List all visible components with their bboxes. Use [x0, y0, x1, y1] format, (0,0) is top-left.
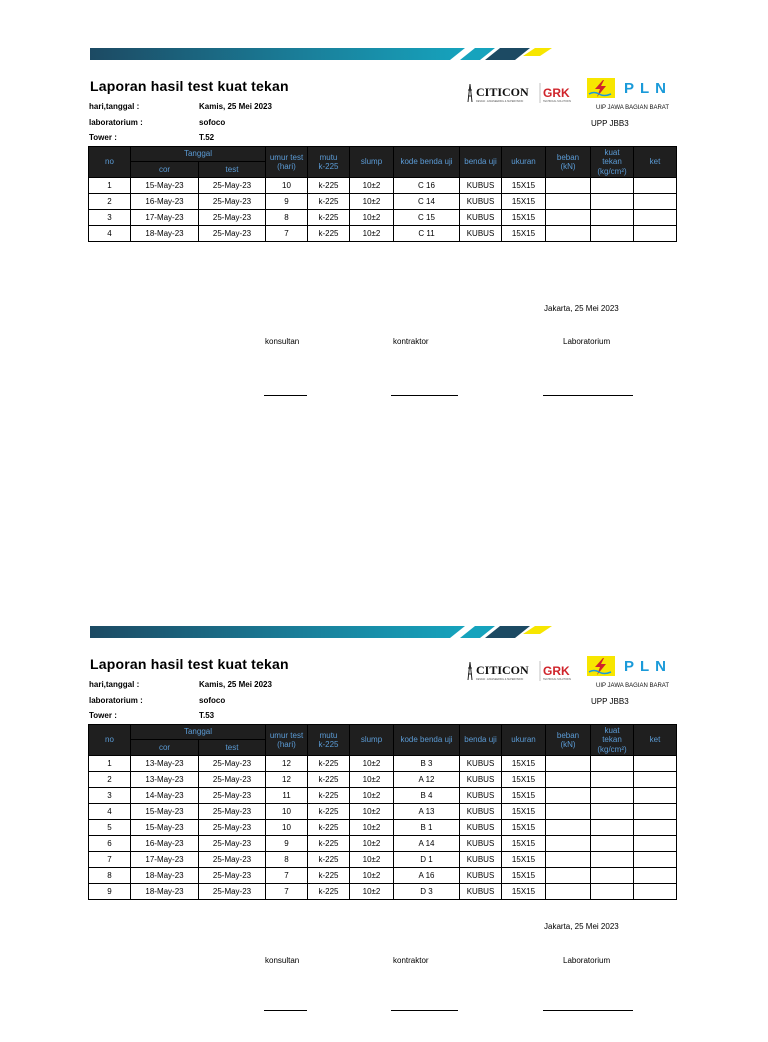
- cell-mutu: k-225: [308, 788, 350, 804]
- cell-test: 25-May-23: [199, 226, 266, 242]
- pln-logo: [586, 654, 678, 678]
- header-slump: slump: [350, 147, 394, 178]
- cell-benda: KUBUS: [460, 852, 502, 868]
- cell-ukuran: 15X15: [502, 772, 546, 788]
- cell-no: 6: [89, 836, 131, 852]
- pln-logo-text: PLN: [624, 80, 672, 97]
- cell-kuat: [591, 884, 634, 900]
- report-2: [0, 622, 768, 1042]
- cell-ukuran: 15X15: [502, 210, 546, 226]
- table-row: [89, 884, 677, 900]
- signature-line-laboratorium: [543, 395, 633, 396]
- cell-no: 4: [89, 804, 131, 820]
- cell-mutu: k-225: [308, 772, 350, 788]
- cell-no: 1: [89, 756, 131, 772]
- test-results-table: [88, 724, 677, 900]
- header-umur: umur test (hari): [266, 147, 308, 178]
- pln-logo-text: PLN: [624, 658, 672, 675]
- cell-umur: 8: [266, 852, 308, 868]
- cell-beban: [546, 178, 591, 194]
- cell-kode: A 13: [394, 804, 460, 820]
- cell-cor: 18-May-23: [131, 226, 199, 242]
- cell-slump: 10±2: [350, 868, 394, 884]
- cell-cor: 15-May-23: [131, 178, 199, 194]
- pln-logo: [586, 76, 678, 100]
- cell-no: 1: [89, 178, 131, 194]
- table-row: [89, 178, 677, 194]
- cell-beban: [546, 210, 591, 226]
- cell-mutu: k-225: [308, 226, 350, 242]
- cell-ket: [634, 804, 677, 820]
- cell-no: 7: [89, 852, 131, 868]
- cell-slump: 10±2: [350, 788, 394, 804]
- cell-ket: [634, 868, 677, 884]
- tower-icon: [468, 84, 472, 102]
- test-results-table: [88, 146, 677, 242]
- cell-umur: 7: [266, 226, 308, 242]
- signature-line-kontraktor: [391, 395, 458, 396]
- cell-mutu: k-225: [308, 210, 350, 226]
- cell-mutu: k-225: [308, 884, 350, 900]
- cell-beban: [546, 836, 591, 852]
- cell-cor: 16-May-23: [131, 194, 199, 210]
- cell-slump: 10±2: [350, 852, 394, 868]
- cell-ket: [634, 788, 677, 804]
- cell-ukuran: 15X15: [502, 226, 546, 242]
- table-row: [89, 820, 677, 836]
- meta-label-tower: Tower :: [89, 711, 117, 720]
- cell-mutu: k-225: [308, 852, 350, 868]
- header-beban: beban (kN): [546, 147, 591, 178]
- cell-slump: 10±2: [350, 178, 394, 194]
- header-kuat: kuat tekan (kg/cm²): [591, 147, 634, 178]
- header-tanggal: Tanggal: [131, 147, 266, 162]
- table-row: [89, 868, 677, 884]
- cell-cor: 14-May-23: [131, 788, 199, 804]
- cell-umur: 10: [266, 178, 308, 194]
- cell-slump: 10±2: [350, 804, 394, 820]
- cell-ket: [634, 210, 677, 226]
- signature-line-konsultan: [264, 395, 307, 396]
- grk-logo-subtext: TECHNICAL SOLUTIONS: [543, 100, 571, 103]
- header-no: no: [89, 725, 131, 756]
- cell-ukuran: 15X15: [502, 178, 546, 194]
- cell-ukuran: 15X15: [502, 756, 546, 772]
- header-benda: benda uji: [460, 725, 502, 756]
- cell-ket: [634, 226, 677, 242]
- cell-kuat: [591, 852, 634, 868]
- table-row: [89, 804, 677, 820]
- cell-mutu: k-225: [308, 836, 350, 852]
- cell-beban: [546, 804, 591, 820]
- cell-no: 2: [89, 194, 131, 210]
- cell-umur: 8: [266, 210, 308, 226]
- cell-umur: 12: [266, 756, 308, 772]
- cell-kuat: [591, 194, 634, 210]
- header-kode: kode benda uji: [394, 725, 460, 756]
- table-row: [89, 756, 677, 772]
- header-benda: benda uji: [460, 147, 502, 178]
- cell-beban: [546, 820, 591, 836]
- signature-label-kontraktor: kontraktor: [393, 956, 429, 965]
- header-ket: ket: [634, 725, 677, 756]
- cell-benda: KUBUS: [460, 178, 502, 194]
- cell-beban: [546, 788, 591, 804]
- citicon-logo-subtext: DESIGN · ENGINEERING & SUPERVISION: [476, 678, 524, 681]
- cell-umur: 10: [266, 820, 308, 836]
- cell-test: 25-May-23: [199, 852, 266, 868]
- header-tanggal: Tanggal: [131, 725, 266, 740]
- cell-benda: KUBUS: [460, 226, 502, 242]
- cell-slump: 10±2: [350, 836, 394, 852]
- cell-mutu: k-225: [308, 804, 350, 820]
- footer-date: Jakarta, 25 Mei 2023: [544, 304, 619, 313]
- cell-kuat: [591, 788, 634, 804]
- cell-ukuran: 15X15: [502, 868, 546, 884]
- cell-ukuran: 15X15: [502, 804, 546, 820]
- citicon-logo-subtext: DESIGN · ENGINEERING & SUPERVISION: [476, 100, 524, 103]
- signature-label-kontraktor: kontraktor: [393, 337, 429, 346]
- report-title: Laporan hasil test kuat tekan: [90, 656, 289, 672]
- cell-test: 25-May-23: [199, 868, 266, 884]
- cell-cor: 17-May-23: [131, 210, 199, 226]
- cell-kuat: [591, 772, 634, 788]
- signature-label-laboratorium: Laboratorium: [563, 956, 611, 965]
- cell-benda: KUBUS: [460, 820, 502, 836]
- cell-test: 25-May-23: [199, 756, 266, 772]
- grk-logo-subtext: TECHNICAL SOLUTIONS: [543, 678, 571, 681]
- cell-ket: [634, 852, 677, 868]
- meta-value-tower: T.53: [199, 711, 215, 720]
- meta-label-date: hari,tanggal :: [89, 680, 140, 689]
- cell-benda: KUBUS: [460, 836, 502, 852]
- cell-kode: B 3: [394, 756, 460, 772]
- signature-line-konsultan: [264, 1010, 307, 1011]
- cell-slump: 10±2: [350, 820, 394, 836]
- cell-kuat: [591, 756, 634, 772]
- table-row: [89, 210, 677, 226]
- cell-cor: 16-May-23: [131, 836, 199, 852]
- signature-line-kontraktor: [391, 1010, 458, 1011]
- cell-benda: KUBUS: [460, 756, 502, 772]
- citicon-grk-logo: [466, 82, 582, 104]
- cell-beban: [546, 884, 591, 900]
- citicon-grk-logo: [466, 660, 582, 682]
- tower-icon: [468, 662, 472, 680]
- cell-benda: KUBUS: [460, 884, 502, 900]
- cell-mutu: k-225: [308, 820, 350, 836]
- upp-label: UPP JBB3: [591, 119, 629, 128]
- cell-ket: [634, 178, 677, 194]
- cell-no: 8: [89, 868, 131, 884]
- cell-test: 25-May-23: [199, 210, 266, 226]
- cell-no: 3: [89, 210, 131, 226]
- cell-slump: 10±2: [350, 756, 394, 772]
- cell-slump: 10±2: [350, 884, 394, 900]
- pln-subtitle: UIP JAWA BAGIAN BARAT: [596, 683, 670, 689]
- cell-benda: KUBUS: [460, 804, 502, 820]
- cell-cor: 18-May-23: [131, 884, 199, 900]
- cell-cor: 13-May-23: [131, 772, 199, 788]
- meta-value-lab: sofoco: [199, 118, 226, 127]
- cell-umur: 10: [266, 804, 308, 820]
- cell-no: 5: [89, 820, 131, 836]
- cell-test: 25-May-23: [199, 772, 266, 788]
- cell-kode: D 3: [394, 884, 460, 900]
- cell-mutu: k-225: [308, 178, 350, 194]
- cell-no: 4: [89, 226, 131, 242]
- cell-kode: B 4: [394, 788, 460, 804]
- header-mutu: mutu k-225: [308, 725, 350, 756]
- report-title: Laporan hasil test kuat tekan: [90, 78, 289, 94]
- cell-beban: [546, 868, 591, 884]
- cell-test: 25-May-23: [199, 178, 266, 194]
- meta-label-lab: laboratorium :: [89, 118, 143, 127]
- cell-cor: 13-May-23: [131, 756, 199, 772]
- signature-label-laboratorium: Laboratorium: [563, 337, 611, 346]
- cell-beban: [546, 756, 591, 772]
- cell-benda: KUBUS: [460, 210, 502, 226]
- header-ukuran: ukuran: [502, 725, 546, 756]
- cell-kode: A 12: [394, 772, 460, 788]
- cell-ket: [634, 194, 677, 210]
- cell-beban: [546, 194, 591, 210]
- cell-mutu: k-225: [308, 194, 350, 210]
- header-kode: kode benda uji: [394, 147, 460, 178]
- cell-kode: C 14: [394, 194, 460, 210]
- cell-umur: 11: [266, 788, 308, 804]
- cell-ket: [634, 884, 677, 900]
- cell-kode: D 1: [394, 852, 460, 868]
- cell-slump: 10±2: [350, 210, 394, 226]
- cell-kode: C 11: [394, 226, 460, 242]
- table-row: [89, 836, 677, 852]
- header-banner: [90, 622, 555, 642]
- meta-value-lab: sofoco: [199, 696, 226, 705]
- header-umur: umur test (hari): [266, 725, 308, 756]
- cell-test: 25-May-23: [199, 804, 266, 820]
- cell-ukuran: 15X15: [502, 852, 546, 868]
- table-row: [89, 772, 677, 788]
- header-cor: cor: [131, 740, 199, 756]
- cell-ukuran: 15X15: [502, 836, 546, 852]
- signature-line-laboratorium: [543, 1010, 633, 1011]
- table-row: [89, 194, 677, 210]
- cell-slump: 10±2: [350, 226, 394, 242]
- grk-logo-text: GRK: [543, 664, 570, 678]
- cell-mutu: k-225: [308, 756, 350, 772]
- cell-beban: [546, 226, 591, 242]
- cell-ukuran: 15X15: [502, 820, 546, 836]
- cell-slump: 10±2: [350, 194, 394, 210]
- cell-umur: 9: [266, 836, 308, 852]
- header-slump: slump: [350, 725, 394, 756]
- cell-beban: [546, 852, 591, 868]
- cell-ukuran: 15X15: [502, 194, 546, 210]
- meta-label-date: hari,tanggal :: [89, 102, 140, 111]
- cell-ukuran: 15X15: [502, 788, 546, 804]
- signature-label-konsultan: konsultan: [265, 337, 300, 346]
- citicon-logo-text: CITICON: [476, 663, 529, 677]
- table-row: [89, 788, 677, 804]
- cell-mutu: k-225: [308, 868, 350, 884]
- cell-beban: [546, 772, 591, 788]
- header-test: test: [199, 740, 266, 756]
- cell-benda: KUBUS: [460, 788, 502, 804]
- cell-kuat: [591, 210, 634, 226]
- meta-value-tower: T.52: [199, 133, 215, 142]
- cell-ket: [634, 836, 677, 852]
- signature-label-konsultan: konsultan: [265, 956, 300, 965]
- cell-no: 9: [89, 884, 131, 900]
- meta-value-date: Kamis, 25 Mei 2023: [199, 680, 272, 689]
- cell-no: 3: [89, 788, 131, 804]
- cell-benda: KUBUS: [460, 868, 502, 884]
- cell-no: 2: [89, 772, 131, 788]
- cell-umur: 7: [266, 868, 308, 884]
- cell-kuat: [591, 868, 634, 884]
- report-1: [0, 44, 768, 464]
- cell-kuat: [591, 820, 634, 836]
- table-row: [89, 226, 677, 242]
- header-banner: [90, 44, 555, 64]
- cell-kode: A 14: [394, 836, 460, 852]
- meta-label-tower: Tower :: [89, 133, 117, 142]
- cell-cor: 17-May-23: [131, 852, 199, 868]
- header-ket: ket: [634, 147, 677, 178]
- cell-ket: [634, 772, 677, 788]
- header-ukuran: ukuran: [502, 147, 546, 178]
- cell-umur: 9: [266, 194, 308, 210]
- pln-subtitle: UIP JAWA BAGIAN BARAT: [596, 105, 670, 111]
- cell-umur: 12: [266, 772, 308, 788]
- cell-kode: C 15: [394, 210, 460, 226]
- cell-kuat: [591, 836, 634, 852]
- cell-cor: 15-May-23: [131, 820, 199, 836]
- header-test: test: [199, 162, 266, 178]
- cell-ket: [634, 756, 677, 772]
- cell-kuat: [591, 226, 634, 242]
- meta-label-lab: laboratorium :: [89, 696, 143, 705]
- cell-test: 25-May-23: [199, 788, 266, 804]
- cell-kuat: [591, 178, 634, 194]
- cell-kode: A 16: [394, 868, 460, 884]
- header-no: no: [89, 147, 131, 178]
- cell-test: 25-May-23: [199, 884, 266, 900]
- cell-ket: [634, 820, 677, 836]
- citicon-logo-text: CITICON: [476, 85, 529, 99]
- cell-ukuran: 15X15: [502, 884, 546, 900]
- cell-kuat: [591, 804, 634, 820]
- cell-test: 25-May-23: [199, 194, 266, 210]
- cell-benda: KUBUS: [460, 194, 502, 210]
- grk-logo-text: GRK: [543, 86, 570, 100]
- cell-slump: 10±2: [350, 772, 394, 788]
- header-cor: cor: [131, 162, 199, 178]
- footer-date: Jakarta, 25 Mei 2023: [544, 922, 619, 931]
- cell-test: 25-May-23: [199, 836, 266, 852]
- cell-cor: 15-May-23: [131, 804, 199, 820]
- table-row: [89, 852, 677, 868]
- cell-kode: B 1: [394, 820, 460, 836]
- meta-value-date: Kamis, 25 Mei 2023: [199, 102, 272, 111]
- cell-cor: 18-May-23: [131, 868, 199, 884]
- cell-umur: 7: [266, 884, 308, 900]
- header-kuat: kuat tekan (kg/cm²): [591, 725, 634, 756]
- header-beban: beban (kN): [546, 725, 591, 756]
- header-mutu: mutu k-225: [308, 147, 350, 178]
- cell-kode: C 16: [394, 178, 460, 194]
- cell-benda: KUBUS: [460, 772, 502, 788]
- cell-test: 25-May-23: [199, 820, 266, 836]
- upp-label: UPP JBB3: [591, 697, 629, 706]
